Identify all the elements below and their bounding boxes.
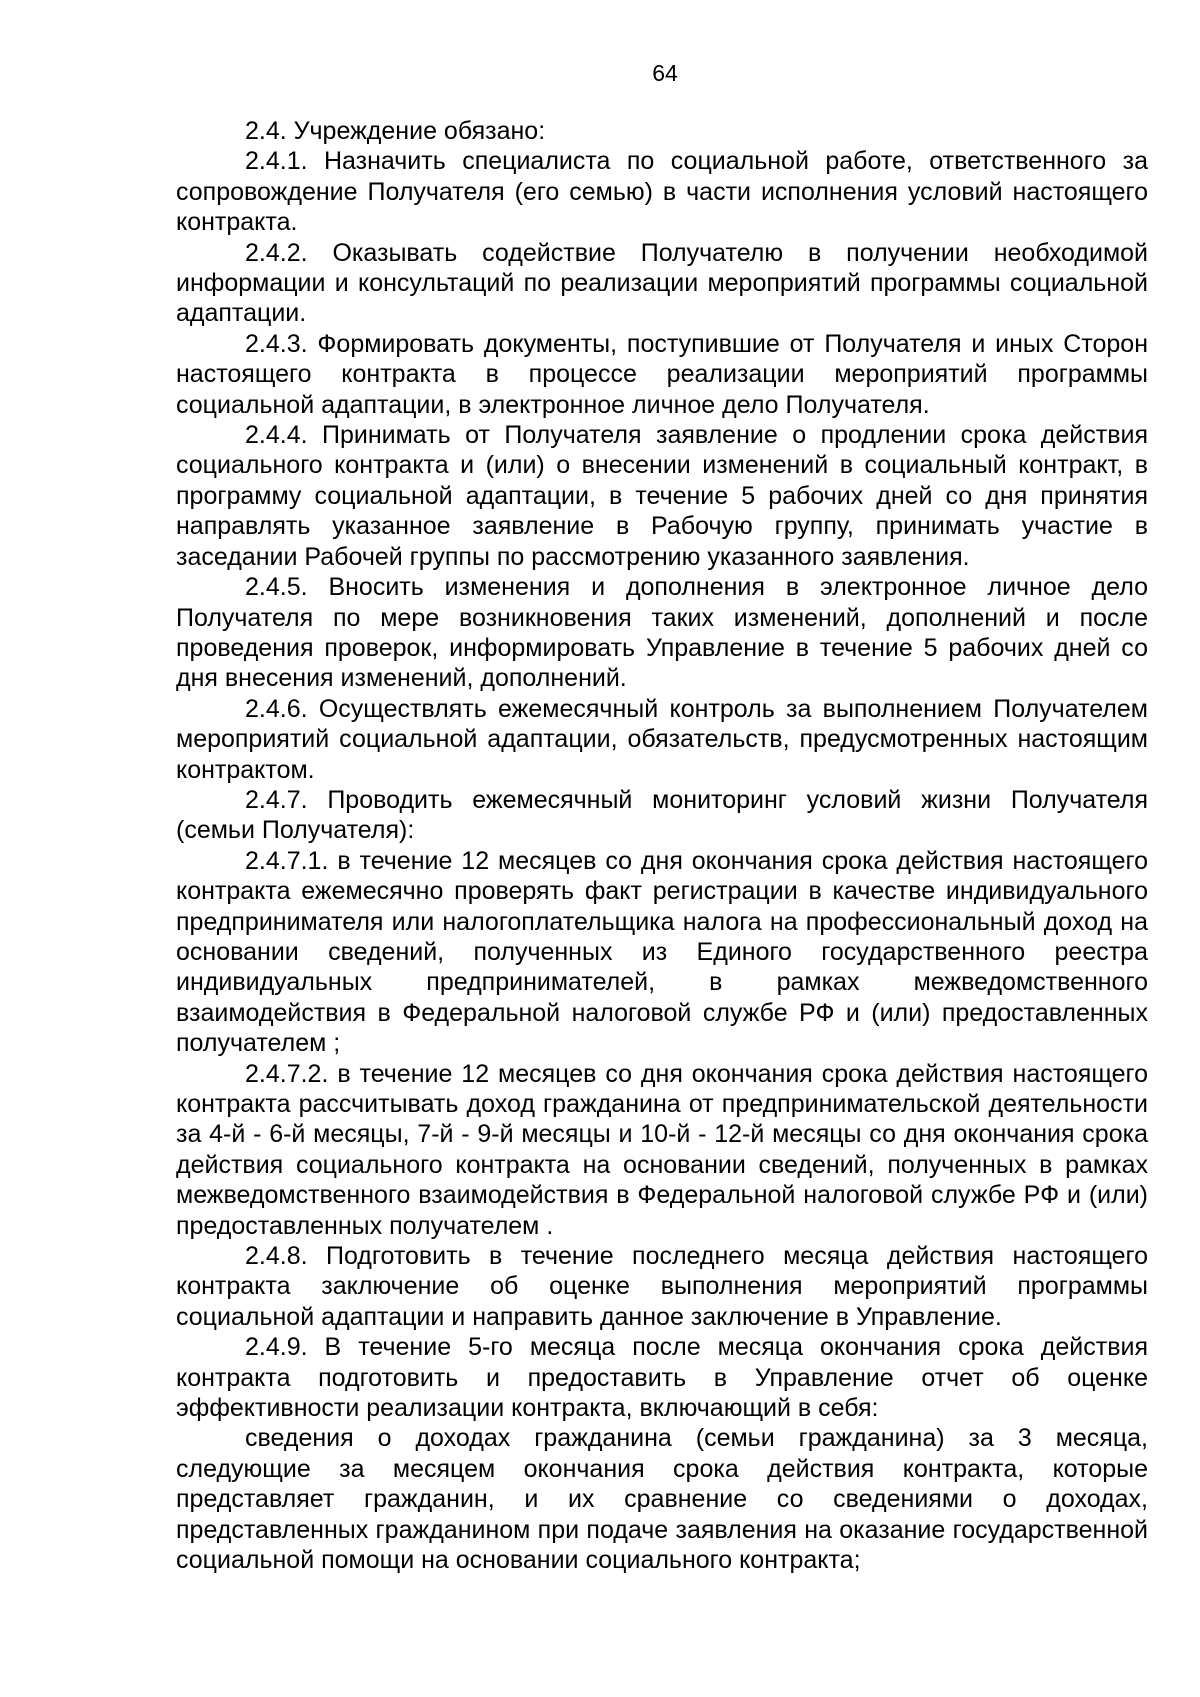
paragraph-2-4-4: 2.4.4. Принимать от Получателя заявление о продлении срока действия социального контракта и (или) о внесении изменений в социальный контракт, в программу социальной адаптации, в течение 5 рабочих дней со дня принятия направлять указанное заявление в Рабочую группу, принимать участие в заседании Рабочей группы по рассмотрению указанного заявления. bbox=[176, 421, 1148, 571]
paragraph-2-4-6: 2.4.6. Осуществлять ежемесячный контроль за выполнением Получателем мероприятий социальной адаптации, обязательств, предусмотренных настоящим контрактом. bbox=[176, 694, 1148, 784]
paragraph-income-info: сведения о доходах гражданина (семьи гражданина) за 3 месяца, следующие за месяцем окончания срока действия контракта, которые представляет гражданин, и их сравнение со сведениями о доходах, представленных гражданином при подаче заявления на оказание государственной социальной помощи на основании социального контракта; bbox=[176, 1424, 1148, 1575]
paragraph-2-4: 2.4. Учреждение обязано: bbox=[245, 117, 546, 145]
paragraph-2-4-2: 2.4.2. Оказывать содействие Получателю в получении необходимой информации и консультаций по реализации мероприятий программы социальной адаптации. bbox=[176, 238, 1148, 328]
paragraph-2-4-7-2: 2.4.7.2. в течение 12 месяцев со дня окончания срока действия настоящего контракта рассчитывать доход гражданина от предпринимательской деятельности за 4-й - 6-й месяцы, 7-й - 9-й месяцы и 10-й - 12-й месяцы со дня окончания срока действия социального контракта на основании сведений, полученных в рамках межведомственного взаимодействия в Федеральной налоговой службе РФ и (или) предоставленных получателем . bbox=[176, 1059, 1148, 1240]
paragraph-2-4-9: 2.4.9. В течение 5-го месяца после месяца окончания срока действия контракта подготовить и предоставить в Управление отчет об оценке эффективности реализации контракта, включающий в себя: bbox=[176, 1333, 1148, 1423]
paragraph-2-4-5: 2.4.5. Вносить изменения и дополнения в электронное личное дело Получателя по мере возникновения таких изменений, дополнений и после проведения проверок, информировать Управление в течение 5 рабочих дней со дня внесения изменений, дополнений. bbox=[176, 573, 1148, 693]
paragraph-2-4-7: 2.4.7. Проводить ежемесячный мониторинг условий жизни Получателя (семьи Получателя): bbox=[176, 785, 1148, 845]
paragraph-2-4-3: 2.4.3. Формировать документы, поступившие от Получателя и иных Сторон настоящего контракта в процессе реализации мероприятий программы социальной адаптации, в электронное личное дело Получателя. bbox=[176, 329, 1148, 419]
document-body bbox=[176, 116, 1148, 1576]
page-number: 64 bbox=[652, 60, 678, 86]
paragraph-2-4-1: 2.4.1. Назначить специалиста по социальной работе, ответственного за сопровождение Получателя (его семью) в части исполнения условий настоящего контракта. bbox=[176, 147, 1148, 237]
paragraph-2-4-8: 2.4.8. Подготовить в течение последнего месяца действия настоящего контракта заключение об оценке выполнения мероприятий программы социальной адаптации и направить данное заключение в Управление. bbox=[176, 1242, 1148, 1331]
paragraph-2-4-7-1: 2.4.7.1. в течение 12 месяцев со дня окончания срока действия настоящего контракта ежемесячно проверять факт регистрации в качестве индивидуального предпринимателя или налогоплательщика налога на профессиональный доход на основании сведений, полученных из Единого государственного реестра индивидуальных предпринимателей, в рамках межведомственного взаимодействия в Федеральной налоговой службе РФ и (или) предоставленных получателем ; bbox=[176, 846, 1148, 1058]
